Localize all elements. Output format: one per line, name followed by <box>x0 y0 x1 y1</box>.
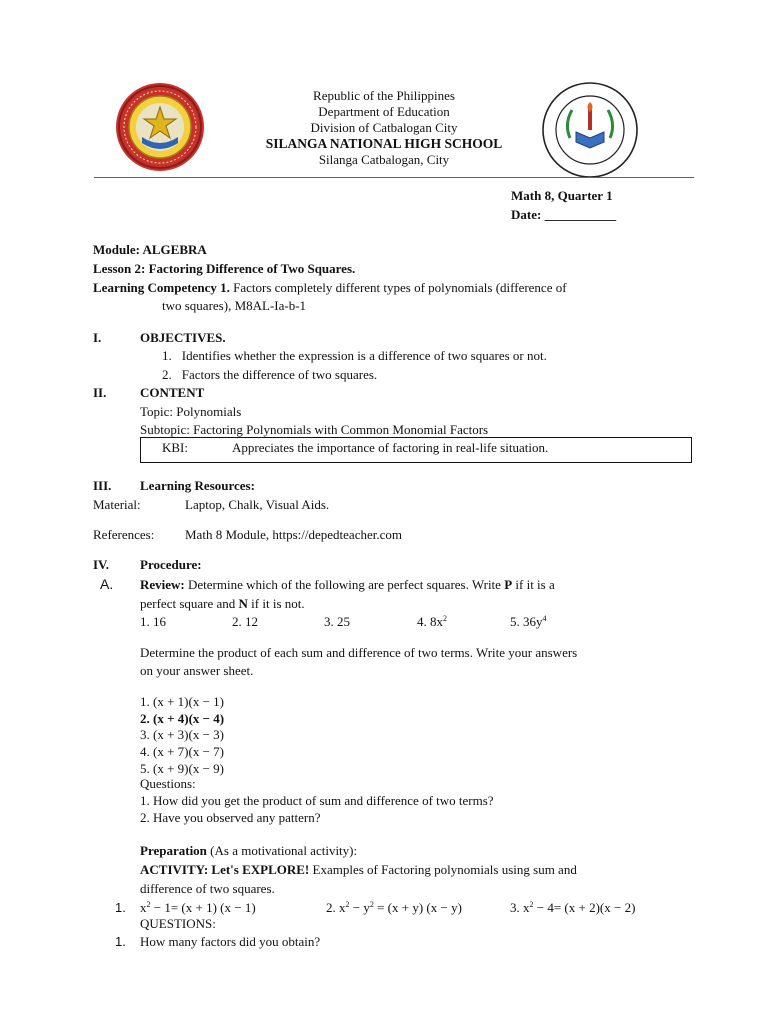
perfect-square-item-5: 5. $36y^4$ <box>510 614 547 629</box>
module-title: Module: ALGEBRA <box>93 242 207 257</box>
objective-item-2: 2. Factors the difference of two squares. <box>162 367 378 382</box>
questions-label: Questions: <box>140 776 196 791</box>
objective-item-1: 1. Identifies whether the expression is a difference of two squares or not. <box>162 348 547 363</box>
content-title: CONTENT <box>140 385 205 400</box>
header-line-2: Department of Education <box>318 104 450 119</box>
content-topic: Topic: Polynomials <box>140 404 242 419</box>
example-1: $x^2 - 1= (x + 1) (x - 1)$ <box>140 900 256 915</box>
product-item-1: 1. (x + 1)(x − 1) <box>140 694 224 709</box>
product-instructions-1: Determine the product of each sum and difference of two terms. Write your answers <box>140 645 578 660</box>
objectives-title: OBJECTIVES. <box>140 330 226 345</box>
example-3: 3. $x^2 - 4= (x + 2)(x - 2)$ <box>510 900 636 915</box>
header-line-1: Republic of the Philippines <box>313 88 455 103</box>
activity-line-1: ACTIVITY: Let's EXPLORE! Examples of Factoring polynomials using sum and <box>140 862 577 877</box>
perfect-square-item-4: 4. $8x^2$ <box>417 614 447 629</box>
activity-line-2: difference of two squares. <box>140 881 275 896</box>
product-item-3: 3. (x + 3)(x − 3) <box>140 727 224 742</box>
kbi-label: KBI: <box>162 440 188 455</box>
product-instructions-2: on your answer sheet. <box>140 663 254 678</box>
date-field: Date: ___________ <box>511 207 617 222</box>
header-line-3: Division of Catbalogan City <box>310 120 458 135</box>
procedure-num: IV. <box>93 557 110 572</box>
competency-text-2: two squares), M8AL-Ia-b-1 <box>162 298 307 313</box>
kbi-text: Appreciates the importance of factoring in real-life situation. <box>232 440 549 455</box>
review-line-1: Review: Determine which of the following are perfect squares. Write P if it is a <box>140 577 555 592</box>
perfect-square-item-2: 2. 12 <box>232 614 258 629</box>
references-value: Math 8 Module, https://depedteacher.com <box>185 527 402 542</box>
preparation-line: Preparation (As a motivational activity): <box>140 843 358 858</box>
perfect-square-item-1: 1. 16 <box>140 614 166 629</box>
school-name: SILANGA NATIONAL HIGH SCHOOL <box>265 136 503 151</box>
procedure-a-label: A. <box>100 576 114 592</box>
competency-label: Learning Competency 1. <box>93 280 230 295</box>
perfect-square-item-3: 3. 25 <box>324 614 350 629</box>
example-num: 1. <box>115 900 126 915</box>
lesson-title: Lesson 2: Factoring Difference of Two Squares. <box>93 261 356 276</box>
question2-num: 1. <box>115 934 126 949</box>
procedure-title: Procedure: <box>140 557 202 572</box>
product-item-5: 5. (x + 9)(x − 9) <box>140 761 224 776</box>
product-item-2: 2. (x + 4)(x − 4) <box>140 711 225 726</box>
subject-quarter: Math 8, Quarter 1 <box>511 188 613 203</box>
content-subtopic: Subtopic: Factoring Polynomials with Common Monomial Factors <box>140 422 489 437</box>
example-2: 2. $x^2 - y^2 = (x + y) (x - y)$ <box>326 900 462 915</box>
review-line-2: perfect square and N if it is not. <box>140 596 305 611</box>
objectives-num: I. <box>93 330 102 345</box>
content-num: II. <box>93 385 107 400</box>
learning-competency <box>93 280 675 296</box>
material-value: Laptop, Chalk, Visual Aids. <box>185 497 330 512</box>
question2-text: How many factors did you obtain? <box>140 934 321 949</box>
resources-num: III. <box>93 478 112 493</box>
question-1: 1. How did you get the product of sum and difference of two terms? <box>140 793 494 808</box>
material-label: Material: <box>93 497 141 512</box>
references-label: References: <box>93 527 155 542</box>
school-address: Silanga Catbalogan, City <box>318 152 450 167</box>
resources-title: Learning Resources: <box>140 478 255 493</box>
competency-text: Factors completely different types of polynomials (difference of <box>229 280 567 295</box>
product-item-4: 4. (x + 7)(x − 7) <box>140 744 224 759</box>
header-divider <box>94 177 694 178</box>
question-2: 2. Have you observed any pattern? <box>140 810 321 825</box>
questions2-label: QUESTIONS: <box>140 916 216 931</box>
